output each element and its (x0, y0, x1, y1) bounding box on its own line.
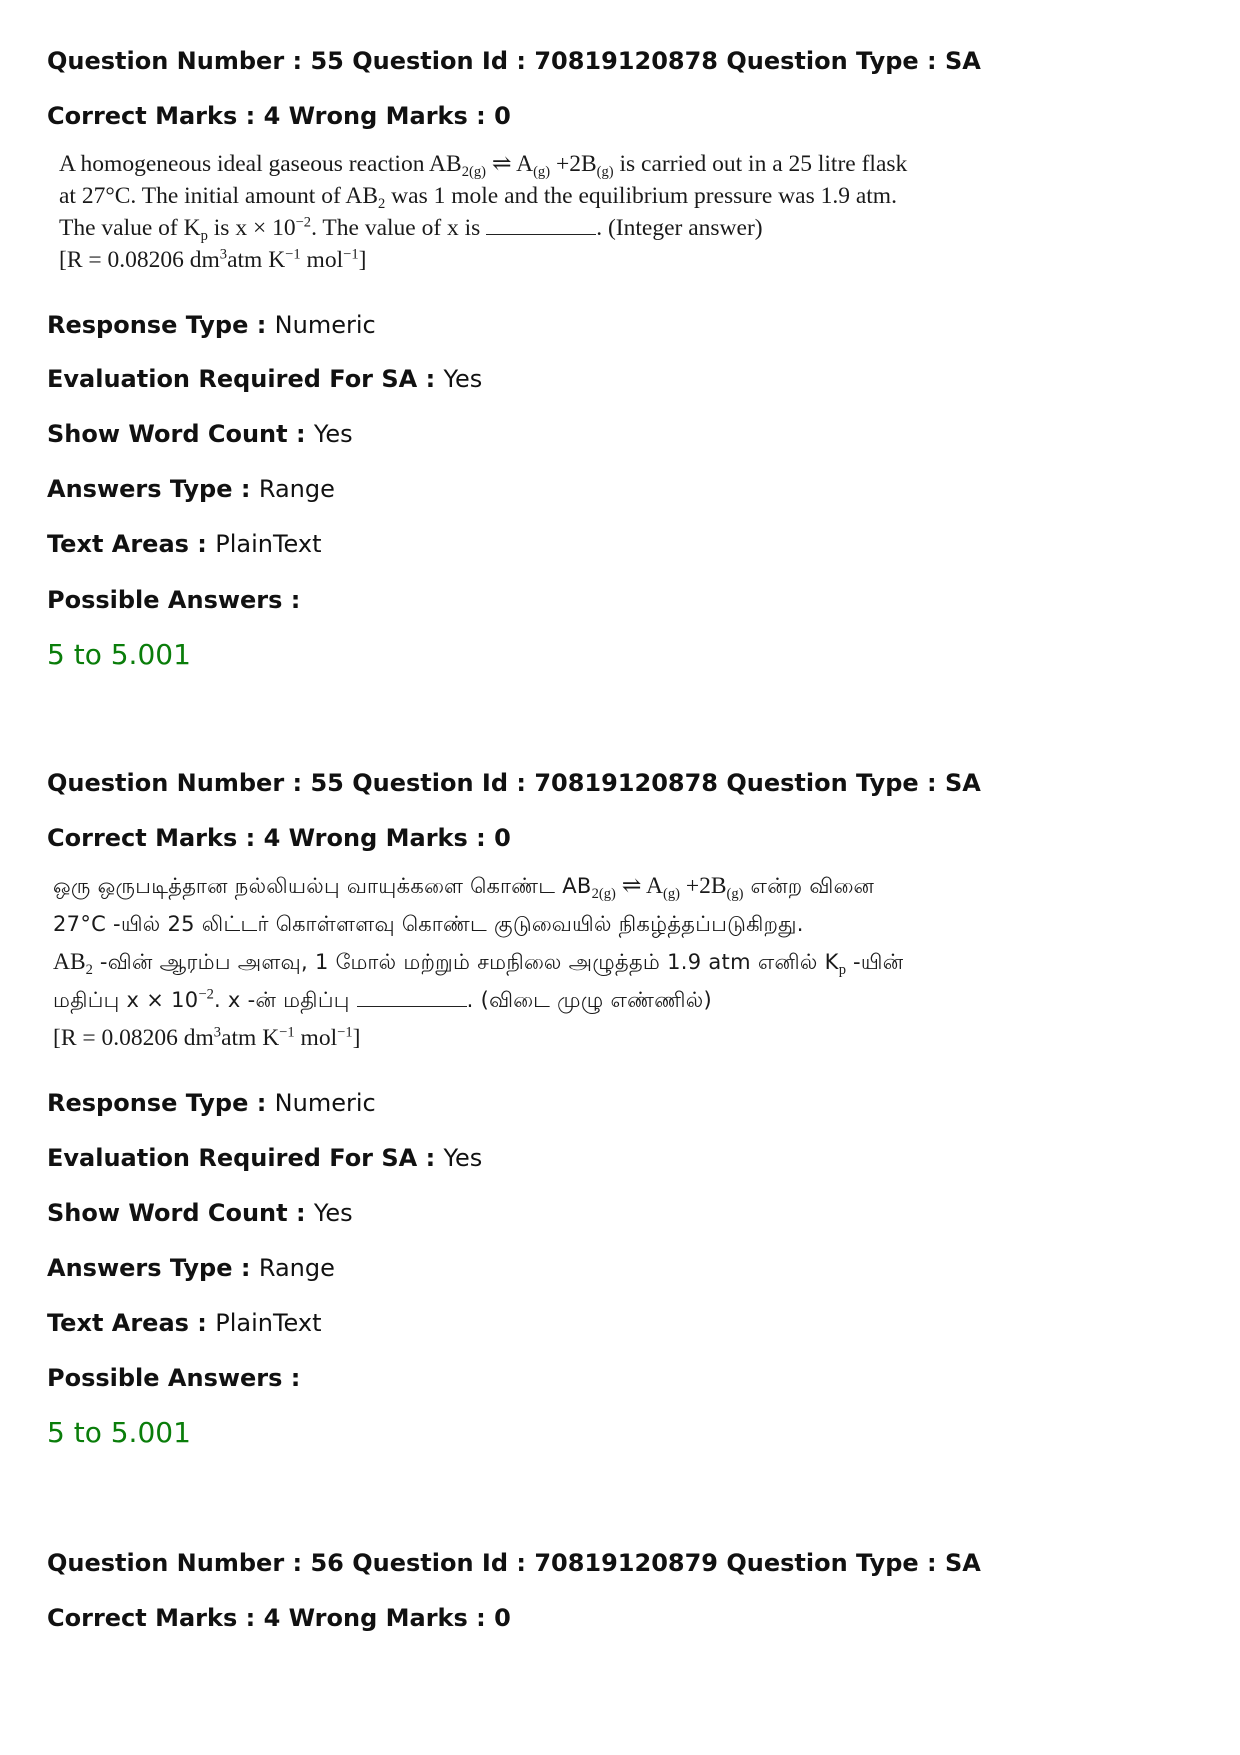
possible-answer: 5 to 5.001 (47, 638, 191, 671)
answer-blank (357, 988, 467, 1007)
answers-type-line: Answers Type : Range (47, 475, 335, 503)
question-header: Question Number : 55 Question Id : 70819120878 Question Type : SA (47, 47, 981, 75)
evaluation-line: Evaluation Required For SA : Yes (47, 365, 483, 393)
marks-line: Correct Marks : 4 Wrong Marks : 0 (47, 1604, 511, 1632)
word-count-line: Show Word Count : Yes (47, 1199, 353, 1227)
answers-type-line: Answers Type : Range (47, 1254, 335, 1282)
word-count-line: Show Word Count : Yes (47, 420, 353, 448)
evaluation-line: Evaluation Required For SA : Yes (47, 1144, 483, 1172)
text-areas-line: Text Areas : PlainText (47, 1309, 322, 1337)
marks-line: Correct Marks : 4 Wrong Marks : 0 (47, 102, 511, 130)
question-header: Question Number : 55 Question Id : 70819120878 Question Type : SA (47, 769, 981, 797)
response-type-line: Response Type : Numeric (47, 1089, 376, 1117)
question-text-english: A homogeneous ideal gaseous reaction $AB_{2(g)}$ ⇌ $A_{(g)} +2B_{(g)}$ is carried out in a 25 litre flask at 27°C. The initial amount of $AB_2$ was 1 mole and the equilibrium pressure was 1.9 atm. The value of $K_p$ is $x \times 10^{-2}$. The value of x is . (Integer answer) [R = 0.08206 $dm^3atm$ $K^{-1}$ mol$^{-1}$] (59, 151, 908, 273)
possible-answer: 5 to 5.001 (47, 1416, 191, 1449)
possible-answers-label: Possible Answers : (47, 586, 301, 614)
possible-answers-label: Possible Answers : (47, 1364, 301, 1392)
question-header: Question Number : 56 Question Id : 70819120879 Question Type : SA (47, 1549, 981, 1577)
text-areas-line: Text Areas : PlainText (47, 530, 322, 558)
question-text-tamil: ஒரு ஒருபடித்தான நல்லியல்பு வாயுக்களை கொண்ட $AB_{2(g)}$ ⇌ $A_{(g)} +2B_{(g)}$ என்ற வினை 27°C -யில் 25 லிட்டர் கொள்ளளவு கொண்ட குடுவையில் நிகழ்த்தப்படுகிறது. $AB_2$ -வின் ஆரம்ப அளவு, 1 மோல் மற்றும் சமநிலை அழுத்தம் 1.9 atm எனில் $K_p$ -யின் மதிப்பு $x \times 10^{-2}$. x -ன் மதிப்பு . (விடை முழு எண்ணில்) [R = 0.08206 $dm^3atm$ $K^{-1}$ mol$^{-1}$] (53, 873, 904, 1051)
answer-blank (486, 216, 596, 235)
response-type-line: Response Type : Numeric (47, 311, 376, 339)
marks-line: Correct Marks : 4 Wrong Marks : 0 (47, 824, 511, 852)
